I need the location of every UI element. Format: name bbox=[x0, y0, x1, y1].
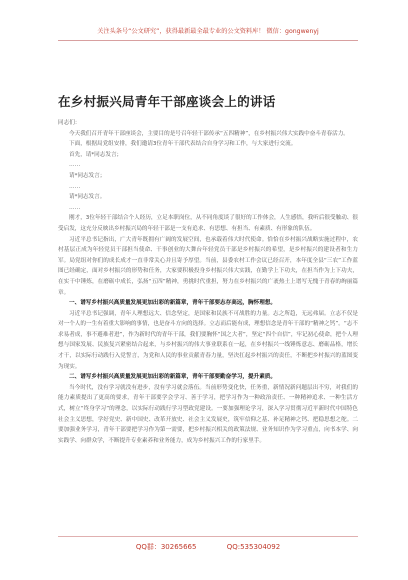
body-paragraph: 同志们： bbox=[58, 120, 81, 126]
body-paragraph: …… bbox=[69, 162, 81, 169]
footer-qq: QQ:535304092 bbox=[226, 543, 281, 551]
body-paragraph: 当今时代，没有学习就没有进步，没有学习就会落伍。当前形势变化快，任务重，新情况新问题层出不穷，对我们的能力素质提出了更高的要求，青年干部要学会学习、善于学习，把学习作为一种政治责任、一种精神追求、一种生活方式，树立“终身学习”的理念，以实际行动践行学习型政党建设。一要加强理论学习，深入学习贯彻习近平新时代中国特色社会主义思想，学好党史、新中国史、改革开放史、社会主义发展史，筑牢信仰之基、补足精神之钙、把稳思想之舵。二要加强业务学习，青年干部要把学习作为第一需要，把乡村振兴相关的政策法规、业务知识作为学习重点，向书本学、向实践学、向群众学，不断提升专业素养和业务能力，成为乡村振兴工作的行家里手。 bbox=[58, 384, 358, 444]
body-paragraph: 习近平总书记强调，青年人理想远大、信念坚定，是国家和民族不可战胜的力量。志之所趋，无远弗届。立志不仅是对一个人的一生有着重大影响的事情，也是奋斗方向的选择。立志而后能有成，理想信念是青年干部的“精神之钙”。“志不求易者成，事不避难者进”，作为新时代的青年干部，我们要胸怀“国之大者”，坚定“四个自信”，牢记初心使命，把个人理想与国家发展、民族复兴紧密结合起来，与乡村振兴的伟大事业联系在一起，在乡村振兴一线锤炼意志、磨砺品格，增长才干，以实际行动践行入党誓言，为党和人民的事业贡献青春力量，坚决扛起乡村振兴的责任，不断把乡村振兴的蓝图变为现实。 bbox=[58, 310, 358, 370]
section-heading: 二、谱写乡村振兴高质量发展更加出彩的新篇章，青年干部要勤奋学习，提升素质。 bbox=[69, 374, 276, 381]
body-paragraph: 今天我们召开青年干部座谈会，主要目的是号召年轻干部传承“五四精神”，在乡村振兴伟大实践中奋斗青春活力。 bbox=[69, 130, 349, 137]
body-paragraph: 首先，请*同志发言； bbox=[69, 151, 123, 158]
body-paragraph: …… bbox=[69, 204, 81, 211]
footer-divider bbox=[58, 536, 358, 537]
body-paragraph: 请*同志发言； bbox=[69, 172, 106, 179]
top-banner: 关注头条号“公文研究”，获得最新最全最专业的公文资料库！ 微信：gongwenyj bbox=[97, 28, 319, 35]
body-paragraph: 下面，根据局党组安排，我们邀请3位青年干部代表结合自身学习和工作，与大家进行交流。 bbox=[69, 141, 297, 148]
header-divider bbox=[58, 40, 358, 41]
body-paragraph: …… bbox=[69, 183, 81, 190]
document-body bbox=[58, 118, 358, 446]
body-paragraph: 请*同志发言。 bbox=[69, 194, 106, 201]
footer-qq-group: QQ群：30265665 bbox=[135, 543, 197, 551]
footer bbox=[58, 542, 358, 552]
body-paragraph: 习近平总书记指出，广大青年既拥有广阔的发展空间，也承载着伟大时代使命。恰恰在乡村振兴战略实施过程中，农村基层正成为年轻党员干部担当使命、干事创业的大舞台年轻党员干部是乡村振兴的希望，是乡村振兴的建设者和生力军。局党组对你们的成长成才一直非常关心并且寄予厚望。当前，县委农村工作会议已经召开，本年度全县“三农”工作蓝图已经确定，面对乡村振兴的形势和任务，大家要积极投身乡村振兴伟大实践，在勤学上下功夫，在担当作为上下功夫，在实干中锤炼，在磨砺中成长，弘扬“五四”精神，勇挑时代重担，努力在乡村振兴的广袤热土上谱写无愧于青春的绚丽篇章。 bbox=[58, 236, 358, 296]
document-title: 在乡村振兴局青年干部座谈会上的讲话 bbox=[58, 94, 276, 109]
body-paragraph: 刚才，3位年轻干部结合个人经历，立足本职岗位，从不同角度谈了很好的工作体会，人生感悟，我听后很受触动、很受启发，这充分反映出乡村振兴局的年轻干部是一支有追求、有思想、有担当、有素质、有形象的队伍。 bbox=[58, 215, 358, 232]
section-heading: 一、谱写乡村振兴高质量发展更加出彩的新篇章，青年干部要志存高远，胸怀理想。 bbox=[69, 300, 276, 307]
